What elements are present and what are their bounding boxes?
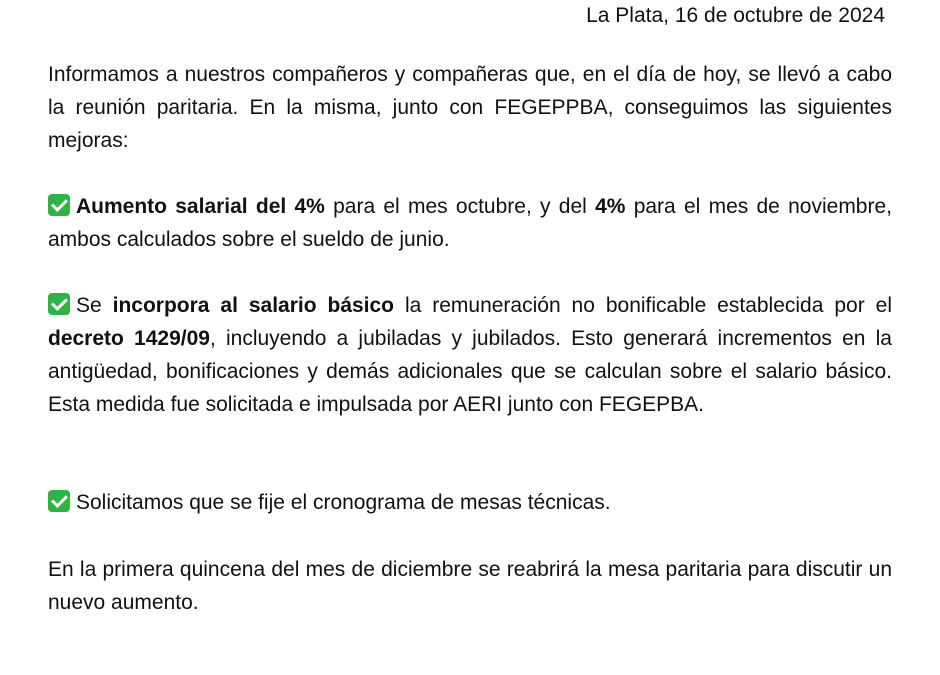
check-mark-button-icon	[48, 293, 70, 315]
item-salary-increase-bold-a: Aumento salarial del 4%	[76, 195, 325, 218]
item-technical-tables	[48, 486, 892, 519]
item-basic-salary-text-b: la remuneración no bonificable establecida por el	[394, 294, 892, 317]
item-salary-increase-text-a: para el mes octubre, y del	[324, 195, 596, 218]
item-salary-increase-bold-b: 4%	[595, 195, 626, 218]
item-basic-salary-text-a: Se	[76, 294, 113, 317]
item-basic-salary	[48, 289, 892, 421]
intro-paragraph: Informamos a nuestros compañeros y compañeras que, en el día de hoy, se llevó a cabo la reunión paritaria. En la misma, junto con FEGEPPBA, conseguimos las siguientes mejoras:	[48, 63, 892, 152]
item-salary-increase-text-b: para el mes de noviembre, ambos calculados sobre el sueldo de junio.	[48, 195, 892, 251]
item-basic-salary-text-c: , incluyendo a jubiladas y jubilados. Esto generará incrementos en la antigüedad, bonificaciones y demás adicionales que se calculan sobre el salario básico. Esta medida fue solicitada e impulsada por AERI junto con FEGEPBA.	[48, 327, 892, 416]
closing-paragraph: En la primera quincena del mes de diciembre se reabrirá la mesa paritaria para discutir un nuevo aumento.	[48, 558, 892, 614]
item-basic-salary-bold-b: decreto 1429/09	[48, 327, 210, 350]
date-line: La Plata, 16 de octubre de 2024	[586, 4, 885, 27]
check-mark-button-icon	[48, 194, 70, 216]
item-basic-salary-bold-a: incorpora al salario básico	[112, 294, 395, 317]
item-salary-increase	[48, 190, 892, 256]
check-mark-button-icon	[48, 490, 70, 512]
item-technical-tables-text: Solicitamos que se fije el cronograma de mesas técnicas.	[76, 491, 611, 514]
